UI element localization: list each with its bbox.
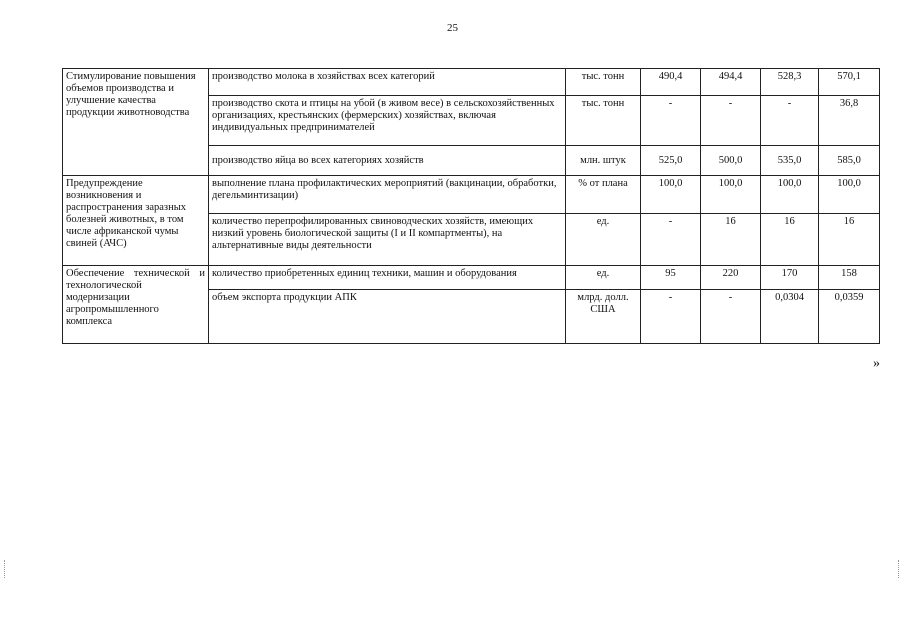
value-cell: 16 xyxy=(701,214,761,266)
value-cell: - xyxy=(761,96,819,146)
value-cell: 158 xyxy=(819,266,880,290)
scan-edge-mark-right xyxy=(898,560,901,578)
value-cell: 570,1 xyxy=(819,69,880,96)
page-number: 25 xyxy=(447,22,458,34)
unit-cell: тыс. тонн xyxy=(566,96,641,146)
value-cell: 95 xyxy=(641,266,701,290)
unit-cell: % от плана xyxy=(566,176,641,214)
unit-cell: ед. xyxy=(566,214,641,266)
unit-cell: млрд. долл. США xyxy=(566,290,641,344)
value-cell: 16 xyxy=(819,214,880,266)
indicators-table xyxy=(62,68,880,344)
value-cell: 170 xyxy=(761,266,819,290)
value-cell: - xyxy=(641,96,701,146)
value-cell: 100,0 xyxy=(641,176,701,214)
value-cell: - xyxy=(641,214,701,266)
value-cell: 36,8 xyxy=(819,96,880,146)
value-cell: 100,0 xyxy=(701,176,761,214)
value-cell: - xyxy=(701,290,761,344)
value-cell: 494,4 xyxy=(701,69,761,96)
indicator-cell: количество приобретенных единиц техники, машин и оборудования xyxy=(209,266,566,290)
table-row xyxy=(63,69,880,96)
unit-cell: ед. xyxy=(566,266,641,290)
value-cell: 0,0304 xyxy=(761,290,819,344)
scan-edge-mark-left xyxy=(4,560,7,578)
indicator-cell: производство молока в хозяйствах всех категорий xyxy=(209,69,566,96)
value-cell: - xyxy=(701,96,761,146)
value-cell: 220 xyxy=(701,266,761,290)
indicator-cell: производство яйца во всех категориях хозяйств xyxy=(209,146,566,176)
indicator-cell: производство скота и птицы на убой (в живом весе) в сельскохозяйственных организациях, крестьянских (фермерских) хозяйствах, включая индивидуальных предпринимателей xyxy=(209,96,566,146)
closing-quote: » xyxy=(873,356,880,371)
unit-cell: тыс. тонн xyxy=(566,69,641,96)
value-cell: 525,0 xyxy=(641,146,701,176)
goal-cell: Предупреждение возникновения и распространения заразных болезней животных, в том числе африканской чумы свиней (АЧС) xyxy=(63,176,209,266)
indicator-cell: выполнение плана профилактических мероприятий (вакцинации, обработки, дегельминтизации) xyxy=(209,176,566,214)
value-cell: - xyxy=(641,290,701,344)
value-cell: 16 xyxy=(761,214,819,266)
indicator-cell: количество перепрофилированных свиноводческих хозяйств, имеющих низкий уровень биологической защиты (I и II компартменты), на альтернативные виды деятельности xyxy=(209,214,566,266)
goal-cell: Обеспечение технической и технологической модернизации агропромышленного комплекса xyxy=(63,266,209,344)
value-cell: 585,0 xyxy=(819,146,880,176)
indicator-cell: объем экспорта продукции АПК xyxy=(209,290,566,344)
value-cell: 100,0 xyxy=(761,176,819,214)
unit-cell: млн. штук xyxy=(566,146,641,176)
value-cell: 535,0 xyxy=(761,146,819,176)
value-cell: 490,4 xyxy=(641,69,701,96)
value-cell: 0,0359 xyxy=(819,290,880,344)
goal-cell: Стимулирование повышения объемов производства и улучшение качества продукции животноводства xyxy=(63,69,209,176)
table-row xyxy=(63,266,880,290)
value-cell: 100,0 xyxy=(819,176,880,214)
table-row xyxy=(63,176,880,214)
value-cell: 500,0 xyxy=(701,146,761,176)
value-cell: 528,3 xyxy=(761,69,819,96)
